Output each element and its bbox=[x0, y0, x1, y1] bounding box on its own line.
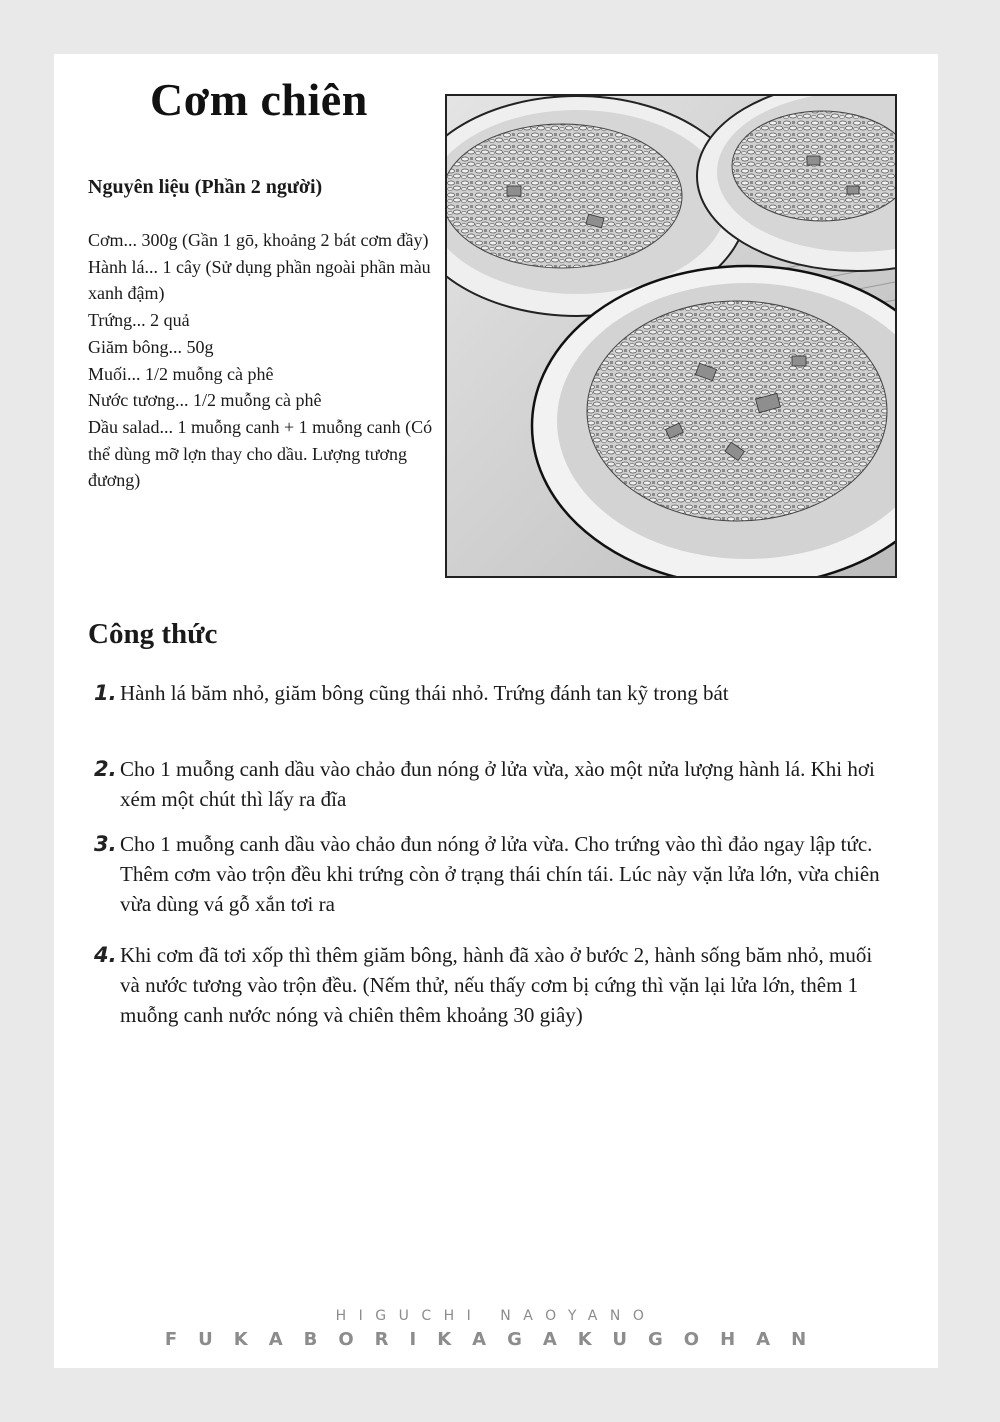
recipe-title: Cơm chiên bbox=[150, 74, 368, 125]
step-number: 2. bbox=[94, 757, 117, 781]
method-step-1 bbox=[94, 678, 894, 708]
fried-rice-illustration bbox=[445, 94, 897, 578]
ingredients-list bbox=[88, 227, 433, 494]
ingredient-item: Hành lá... 1 cây (Sử dụng phần ngoài phần màu xanh đậm) bbox=[88, 256, 431, 304]
ingredient-item: Trứng... 2 quả bbox=[88, 310, 190, 331]
recipe-page bbox=[54, 54, 938, 1368]
ingredient-item: Muối... 1/2 muỗng cà phê bbox=[88, 363, 274, 384]
ingredient-item: Cơm... 300g (Gần 1 gō, khoảng 2 bát cơm đầy) bbox=[88, 230, 429, 250]
footer-author: HIGUCHI NAOYANO bbox=[335, 1308, 657, 1324]
ingredient-item: Giăm bông... 50g bbox=[88, 336, 214, 357]
step-number: 4. bbox=[94, 943, 117, 967]
method-step-3 bbox=[94, 829, 894, 919]
step-number: 1. bbox=[94, 681, 117, 705]
ingredients-heading: Nguyên liệu (Phần 2 người) bbox=[88, 176, 323, 198]
step-text: Cho 1 muỗng canh dầu vào chảo đun nóng ở lửa vừa. Cho trứng vào thì đảo ngay lập tức. Thêm cơm vào trộn đều khi trứng còn ở trạng thái chín tái. Lúc này vặn lửa lớn, vừa chiên vừa dùng vá gỗ xắn tơi ra bbox=[120, 832, 880, 916]
step-text: Cho 1 muỗng canh dầu vào chảo đun nóng ở lửa vừa, xào một nửa lượng hành lá. Khi hơi xém một chút thì lấy ra đĩa bbox=[120, 757, 875, 811]
ingredient-item: Dầu salad... 1 muỗng canh + 1 muỗng canh (Có thể dùng mỡ lợn thay cho dầu. Lượng tương đương) bbox=[88, 416, 433, 491]
step-number: 3. bbox=[94, 832, 117, 856]
method-heading: Công thức bbox=[88, 618, 218, 650]
step-text: Hành lá băm nhỏ, giăm bông cũng thái nhỏ. Trứng đánh tan kỹ trong bát bbox=[120, 681, 729, 705]
step-text: Khi cơm đã tơi xốp thì thêm giăm bông, hành đã xào ở bước 2, hành sống băm nhỏ, muối và nước tương vào trộn đều. (Nếm thử, nếu thấy cơm bị cứng thì vặn lại lửa lớn, thêm 1 muỗng canh nước nóng và chiên thêm khoảng 30 giây) bbox=[120, 943, 873, 1027]
method-step-2 bbox=[94, 754, 894, 814]
method-step-4 bbox=[94, 940, 894, 1030]
footer-series: FUKABORIKAGAKUGOHAN bbox=[164, 1329, 828, 1350]
ingredient-item: Nước tương... 1/2 muỗng cà phê bbox=[88, 390, 322, 411]
fried-rice-plates-drawing bbox=[447, 96, 895, 576]
